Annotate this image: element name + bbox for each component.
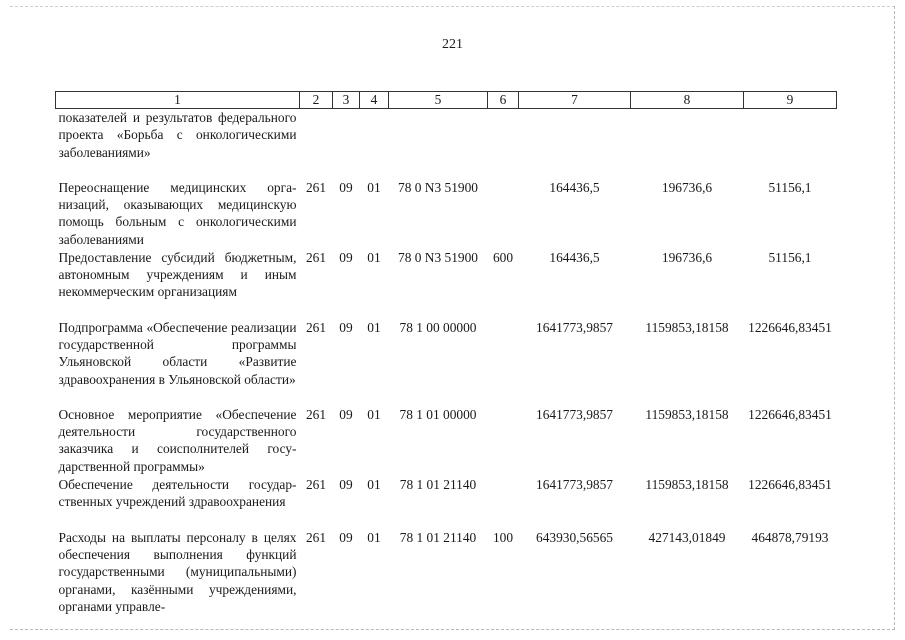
cell-section: 09 [339, 179, 353, 195]
cell-year3: 51156,1 [768, 179, 812, 195]
cell-type [488, 319, 519, 406]
cell-year3: 1226646,83451 [748, 406, 832, 422]
cell-section: 09 [339, 319, 353, 335]
cell-year3: 1226646,83451 [748, 476, 832, 492]
cell-admin [300, 109, 333, 179]
cell-target: 78 1 01 00000 [399, 406, 477, 422]
cell-year1: 164436,5 [549, 179, 600, 195]
cell-year2 [631, 109, 744, 179]
cell-year2: 1159853,18158 [645, 406, 729, 422]
cell-year1: 1641773,9857 [536, 476, 613, 492]
cell-admin: 261 [305, 179, 327, 195]
row-name: Основное мероприятие «Обеспечение деятельности государственного заказчика и соисполнителей государственной программы» [58, 406, 297, 474]
header-cell: 7 [519, 92, 631, 109]
cell-target [389, 109, 488, 179]
cell-type [488, 476, 519, 529]
cell-type [488, 179, 519, 249]
cell-target: 78 1 01 21140 [399, 476, 477, 492]
cell-admin: 261 [305, 529, 327, 545]
cell-section: 09 [339, 249, 353, 265]
cell-target: 78 1 01 21140 [399, 529, 477, 545]
header-cell: 8 [631, 92, 744, 109]
cell-target: 78 1 00 00000 [399, 319, 477, 335]
cell-year1 [519, 109, 631, 179]
cell-subsection: 01 [367, 529, 381, 545]
header-cell: 4 [360, 92, 389, 109]
page-number: 221 [442, 37, 463, 52]
header-cell: 6 [488, 92, 519, 109]
table-row [56, 109, 837, 179]
cell-year3: 51156,1 [768, 249, 812, 265]
cell-subsection: 01 [367, 319, 381, 335]
cell-year1: 643930,56565 [536, 529, 613, 545]
cell-admin: 261 [305, 319, 327, 335]
header-row [56, 92, 837, 109]
cell-year3 [744, 109, 837, 179]
cell-type: 600 [492, 249, 514, 265]
header-cell: 2 [300, 92, 333, 109]
table-row [56, 529, 837, 616]
row-name: Обеспечение деятельности государственных учреждений здравоохранения [58, 476, 297, 509]
row-name: Подпрограмма «Обеспечение реализации государственной программы Ульяновской области «Развитие здравоохранения в Ульяновской области» [58, 319, 297, 387]
table-row [56, 249, 837, 319]
cell-year2: 1159853,18158 [645, 476, 729, 492]
cell-target: 78 0 N3 51900 [398, 179, 478, 195]
cell-subsection: 01 [367, 179, 381, 195]
table-row [56, 476, 837, 529]
cell-year2: 196736,6 [661, 249, 713, 265]
cell-type [488, 406, 519, 476]
cell-section [333, 109, 360, 179]
cell-year2: 196736,6 [661, 179, 713, 195]
cell-year3: 1226646,83451 [748, 319, 832, 335]
row-name: Предоставление субсидий бюджетным, автономным учреждениям и иным некоммерческим организациям [58, 249, 297, 300]
cell-subsection: 01 [367, 249, 381, 265]
header-cell: 9 [744, 92, 837, 109]
cell-subsection: 01 [367, 476, 381, 492]
cell-year1: 164436,5 [549, 249, 600, 265]
cell-year2: 1159853,18158 [645, 319, 729, 335]
table-row [56, 319, 837, 406]
cell-subsection: 01 [367, 406, 381, 422]
table-row [56, 179, 837, 249]
cell-type [488, 109, 519, 179]
cell-target: 78 0 N3 51900 [398, 249, 478, 265]
cell-section: 09 [339, 406, 353, 422]
cell-type: 100 [492, 529, 514, 545]
header-cell: 1 [56, 92, 300, 109]
cell-admin: 261 [305, 476, 327, 492]
cell-section: 09 [339, 529, 353, 545]
cell-year1: 1641773,9857 [536, 319, 613, 335]
header-cell: 3 [333, 92, 360, 109]
cell-section: 09 [339, 476, 353, 492]
row-name: Переоснащение медицинских организаций, оказывающих медицинскую помощь больным с онкологическими заболеваниями [58, 179, 297, 247]
cell-admin: 261 [305, 249, 327, 265]
cell-admin: 261 [305, 406, 327, 422]
cell-year2: 427143,01849 [648, 529, 726, 545]
cell-year1: 1641773,9857 [536, 406, 613, 422]
cell-subsection [360, 109, 389, 179]
row-name: Расходы на выплаты персоналу в целях обеспечения выполнения функций государственными (муниципальными) органами, казёнными учреждениями, органами управле- [58, 529, 297, 615]
table-row [56, 406, 837, 476]
budget-table [55, 91, 837, 616]
header-cell: 5 [389, 92, 488, 109]
cell-year3: 464878,79193 [751, 529, 829, 545]
row-name: показателей и результатов федерального проекта «Борьба с онкологическими заболеваниями» [58, 110, 297, 160]
